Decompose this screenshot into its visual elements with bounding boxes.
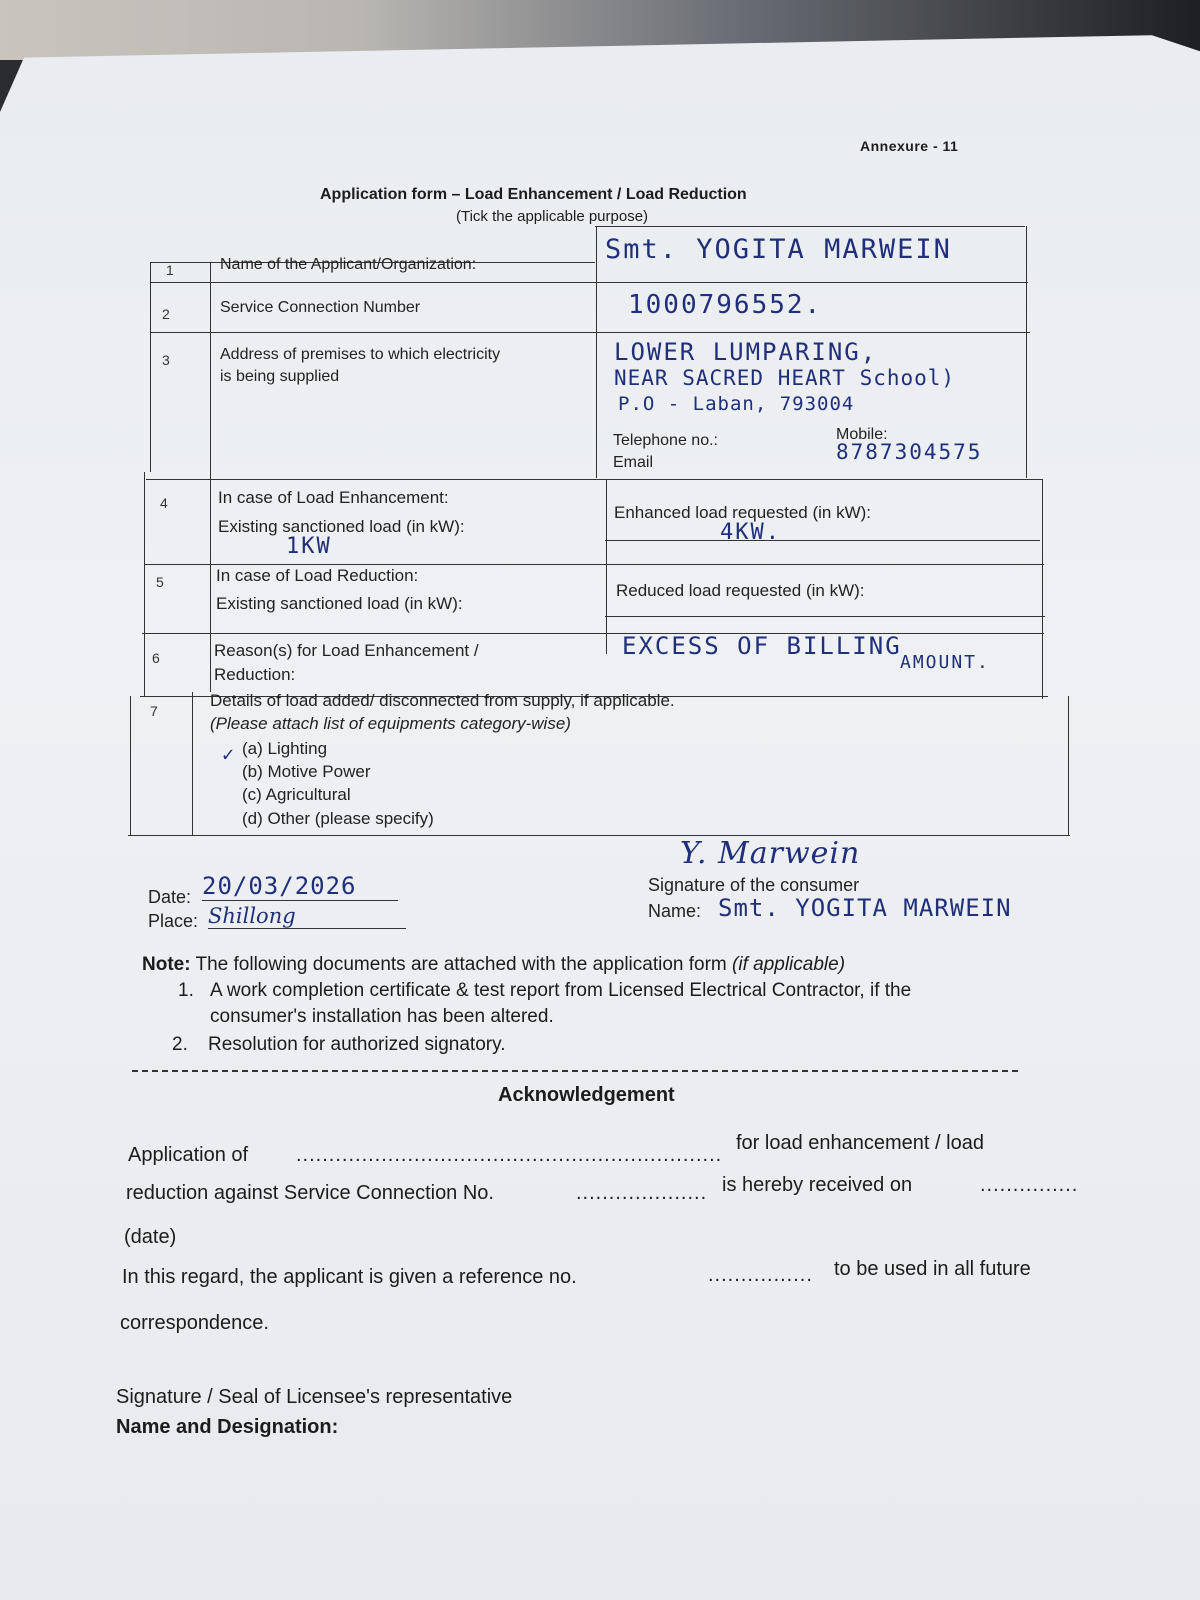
col-rule-3-lower (606, 479, 607, 654)
existing-load-value: 1KW (286, 534, 332, 559)
ack-date: (date) (124, 1226, 177, 1248)
existing-load-label: Existing sanctioned load (in kW): (216, 594, 463, 613)
note-item-2: Resolution for authorized signatory. (208, 1034, 506, 1055)
row-rule-top-right (595, 226, 1025, 227)
licensee-name-designation-label: Name and Designation: (116, 1416, 339, 1438)
col-rule-left-mid (144, 472, 145, 696)
place-label: Place: (148, 911, 199, 931)
col-rule-2-lower (192, 692, 193, 835)
row-number: 7 (150, 703, 158, 719)
licensee-signature-label: Signature / Seal of Licensee's representative (116, 1386, 513, 1408)
note-item-1-line1: A work completion certificate & test report from Licensed Electrical Contractor, if the (210, 980, 912, 1001)
consumer-name-label: Name: (648, 901, 702, 921)
existing-load-label: Existing sanctioned load (in kW): (218, 517, 465, 536)
form-title: Application form – Load Enhancement / Load Reduction (320, 186, 747, 203)
row-number: 3 (162, 352, 170, 368)
row5-inner-rule (605, 616, 1045, 617)
ack-dotted-blank: .................... (576, 1182, 708, 1204)
note-text-italic: (if applicable) (732, 954, 846, 975)
row-rule-2 (150, 332, 1030, 333)
ack-purpose: for load enhancement / load (736, 1132, 984, 1154)
enhanced-load-value: 4KW. (720, 520, 781, 545)
service-connection-label: Service Connection Number (220, 299, 421, 316)
reduced-load-label: Reduced load requested (in kW): (616, 581, 865, 600)
ack-dotted-blank: ................................................................. (296, 1144, 723, 1166)
acknowledgement-title: Acknowledgement (498, 1084, 675, 1106)
applicant-name-value: Smt. YOGITA MARWEIN (605, 234, 952, 265)
load-item-lighting: (a) Lighting (242, 739, 328, 758)
row-number: 5 (156, 574, 164, 590)
ack-received-on: is hereby received on (722, 1174, 913, 1196)
ack-dotted-blank: ............... (980, 1174, 1079, 1196)
note-item-number: 1. (178, 980, 194, 1001)
ack-reduction-against: reduction against Service Connection No. (126, 1182, 494, 1204)
row-number: 6 (152, 650, 160, 666)
row-number: 1 (166, 262, 174, 278)
address-label-line1: Address of premises to which electricity (220, 346, 501, 363)
reason-label-line2: Reduction: (214, 665, 296, 684)
reason-label-line1: Reason(s) for Load Enhancement / (214, 641, 479, 660)
signature-label: Signature of the consumer (648, 875, 860, 895)
email-label: Email (613, 454, 654, 471)
col-rule-2-upper (210, 262, 211, 692)
ack-reference-text: In this regard, the applicant is given a reference no. (122, 1266, 577, 1288)
form-subtitle: (Tick the applicable purpose) (456, 208, 649, 225)
reason-value-line2: AMOUNT. (900, 652, 990, 673)
address-line1: LOWER LUMPARING, (614, 338, 878, 366)
row-number: 4 (160, 495, 168, 511)
date-value: 20/03/2026 (202, 872, 398, 901)
load-item-motive-power: (b) Motive Power (242, 762, 371, 781)
note-heading: Note: (142, 954, 191, 975)
date-label: Date: (148, 887, 192, 907)
ack-dotted-blank: ................ (708, 1264, 813, 1286)
row4-inner-rule (605, 540, 1040, 541)
mobile-value: 8787304575 (836, 440, 983, 464)
note-item-number: 2. (172, 1034, 188, 1055)
note-item-1-line2: consumer's installation has been altered. (210, 1006, 554, 1027)
col-rule-left-lower (130, 696, 131, 836)
enhanced-load-label: Enhanced load requested (in kW): (614, 503, 872, 522)
service-connection-value: 1000796552. (628, 290, 823, 320)
telephone-label: Telephone no.: (613, 432, 718, 449)
col-rule-right-mid (1042, 479, 1043, 699)
address-line3: P.O - Laban, 793004 (618, 393, 855, 415)
place-value: Shillong (208, 904, 406, 929)
load-details-line2: (Please attach list of equipments category-wise) (210, 714, 571, 733)
col-rule-left-upper (150, 262, 151, 472)
row-rule-bottom (128, 835, 1070, 836)
address-line2: NEAR SACRED HEART School) (614, 366, 956, 390)
ack-application-of: Application of (128, 1144, 249, 1166)
row-rule-1 (150, 282, 1028, 283)
load-reduction-label: In case of Load Reduction: (216, 566, 419, 585)
col-rule-right-lower (1068, 696, 1069, 836)
ack-future-use: to be used in all future (834, 1258, 1031, 1280)
annexure-label: Annexure - 11 (860, 138, 959, 154)
mobile-label: Mobile: (836, 426, 888, 443)
load-item-agricultural: (c) Agricultural (242, 785, 351, 804)
row-number: 2 (162, 306, 170, 322)
row-rule-5 (142, 633, 1044, 634)
lighting-tick-mark: ✓ (222, 742, 237, 766)
reason-value-line1: EXCESS OF BILLING (622, 632, 902, 660)
col-rule-right-upper (1026, 226, 1027, 478)
consumer-name-value: Smt. YOGITA MARWEIN (718, 894, 1012, 922)
load-item-other: (d) Other (please specify) (242, 809, 434, 828)
ack-correspondence: correspondence. (120, 1312, 269, 1334)
section-divider (132, 1070, 1018, 1072)
load-enhancement-label: In case of Load Enhancement: (218, 488, 449, 507)
load-details-line1: Details of load added/ disconnected from supply, if applicable. (210, 691, 675, 710)
consumer-signature: Y. Marwein (680, 836, 861, 871)
address-label-line2: is being supplied (220, 368, 340, 385)
note-text: The following documents are attached with the application form (195, 954, 733, 975)
applicant-name-label: Name of the Applicant/Organization: (220, 256, 477, 273)
row-rule-3 (146, 479, 1042, 480)
col-rule-3-upper (596, 226, 597, 478)
note-paragraph (142, 952, 845, 978)
